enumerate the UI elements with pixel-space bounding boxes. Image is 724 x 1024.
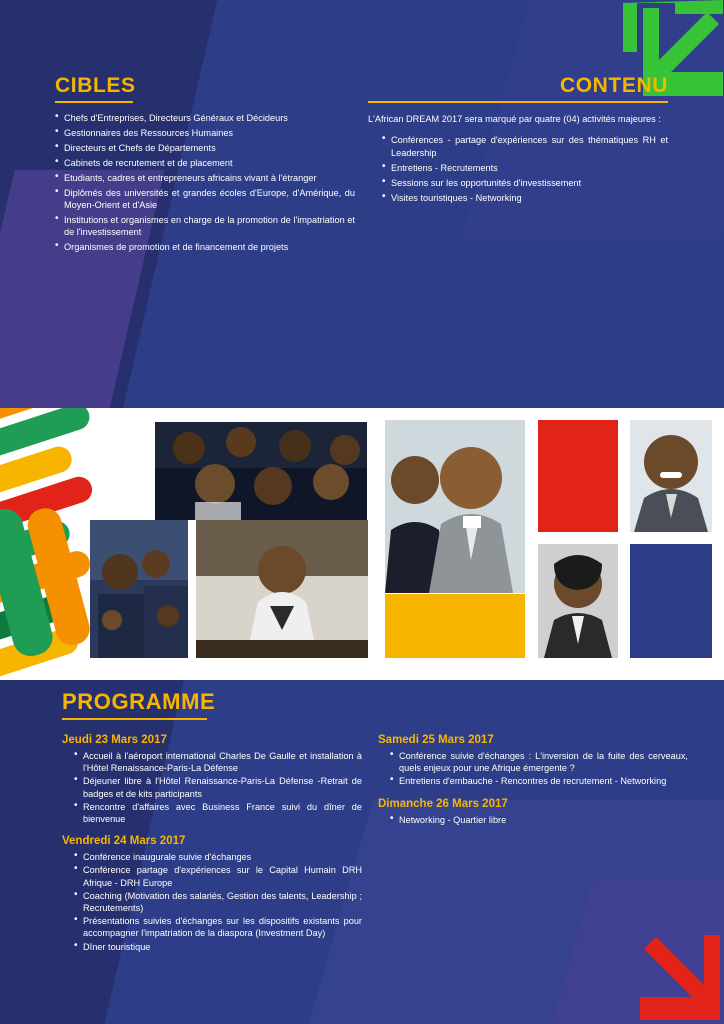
- list-item: • Entretiens - Recrutements: [382, 162, 668, 174]
- photo-conference-crowd: [90, 520, 188, 658]
- contenu-title-wrap: [368, 74, 668, 103]
- day-title: Jeudi 23 Mars 2017: [62, 734, 167, 746]
- programme-column-right: [378, 724, 688, 827]
- day-list: [74, 750, 362, 825]
- list-item: • Déjeuner libre à l'Hôtel Renaissance-Paris-La Défense -Retrait de badges et de kits participants: [74, 775, 362, 799]
- list-item: • Directeurs et Chefs de Départements: [55, 142, 355, 154]
- list-item: • Chefs d'Entreprises, Directeurs Généraux et Décideurs: [55, 112, 355, 124]
- list-item: • Rencontre d'affaires avec Business France suivi du dîner de bienvenue: [74, 801, 362, 825]
- day-list: [390, 814, 688, 826]
- photo-woman-portrait: [538, 544, 618, 658]
- day-title: Samedi 25 Mars 2017: [378, 734, 494, 746]
- list-item: • Institutions et organismes en charge de la promotion de l'impatriation et de l'investissement: [55, 214, 355, 239]
- list-item: • Gestionnaires des Ressources Humaines: [55, 127, 355, 139]
- list-item: • Conférence inaugurale suivie d'échanges: [74, 851, 362, 863]
- day-title: Dimanche 26 Mars 2017: [378, 797, 508, 810]
- contenu-intro: L'African DREAM 2017 sera marqué par quatre (04) activités majeures :: [368, 114, 661, 124]
- programme-title-wrap: [62, 689, 215, 720]
- contenu-underline: [368, 101, 668, 103]
- list-item: • Entretiens d'embauche - Rencontres de recrutement - Networking: [390, 775, 688, 787]
- photo-red-block: [538, 420, 618, 532]
- list-item: • Présentations suivies d'échanges sur les dispositifs existants pour accompagner l'impatriation de la diaspora (Investment Day): [74, 915, 362, 939]
- day-list: [74, 851, 362, 953]
- photo-man-smiling-portrait: [630, 420, 712, 532]
- programme-underline: [62, 718, 207, 720]
- list-item: • Etudiants, cadres et entrepreneurs africains vivant à l'étranger: [55, 172, 355, 184]
- photo-woman-desk: [196, 520, 368, 658]
- photo-man-suit-smiling: [385, 420, 525, 593]
- day-list: [390, 750, 688, 788]
- cibles-section: [55, 74, 355, 256]
- contenu-section: [368, 74, 668, 206]
- photo-blue-block: [630, 544, 712, 658]
- list-item: • Dîner touristique: [74, 941, 362, 953]
- list-item: • Cabinets de recrutement et de placement: [55, 157, 355, 169]
- cibles-title: CIBLES: [55, 74, 136, 97]
- bottom-blue-panel: [0, 680, 724, 1024]
- list-item: • Conférences - partage d'expériences sur des thématiques RH et Leadership: [382, 134, 668, 159]
- photo-band: [0, 408, 724, 680]
- contenu-list: [382, 134, 668, 204]
- list-item: • Networking - Quartier libre: [390, 814, 688, 826]
- programme-column-left: [62, 724, 362, 954]
- photo-audience-group: [155, 422, 367, 520]
- list-item: • Conférence partage d'expériences sur le Capital Humain DRH Afrique - DRH Europe: [74, 864, 362, 888]
- cibles-list: [55, 112, 355, 254]
- contenu-title: CONTENU: [559, 74, 668, 97]
- list-item: • Sessions sur les opportunités d'investissement: [382, 177, 668, 189]
- list-item: • Accueil à l'aéroport international Charles De Gaulle et installation à l'Hôtel Renaissance-Paris-La Défense: [74, 750, 362, 774]
- photo-yellow-block: [385, 594, 525, 658]
- cibles-title-wrap: [55, 74, 355, 103]
- red-arrow-icon: [622, 927, 722, 1022]
- list-item: • Coaching (Motivation des salariés, Gestion des talents, Leadership ; Recrutements): [74, 890, 362, 914]
- programme-title: PROGRAMME: [62, 689, 216, 714]
- list-item: • Diplômés des universités et grandes écoles d'Europe, d'Amérique, du Moyen-Orient et d'Asie: [55, 187, 355, 212]
- list-item: • Conférence suivie d'échanges : L'inversion de la fuite des cerveaux, quels enjeux pour une Afrique émergente ?: [390, 750, 688, 774]
- list-item: • Visites touristiques - Networking: [382, 192, 668, 204]
- cibles-underline: [55, 101, 133, 103]
- list-item: • Organismes de promotion et de financement de projets: [55, 241, 355, 253]
- day-title: Vendredi 24 Mars 2017: [62, 835, 186, 848]
